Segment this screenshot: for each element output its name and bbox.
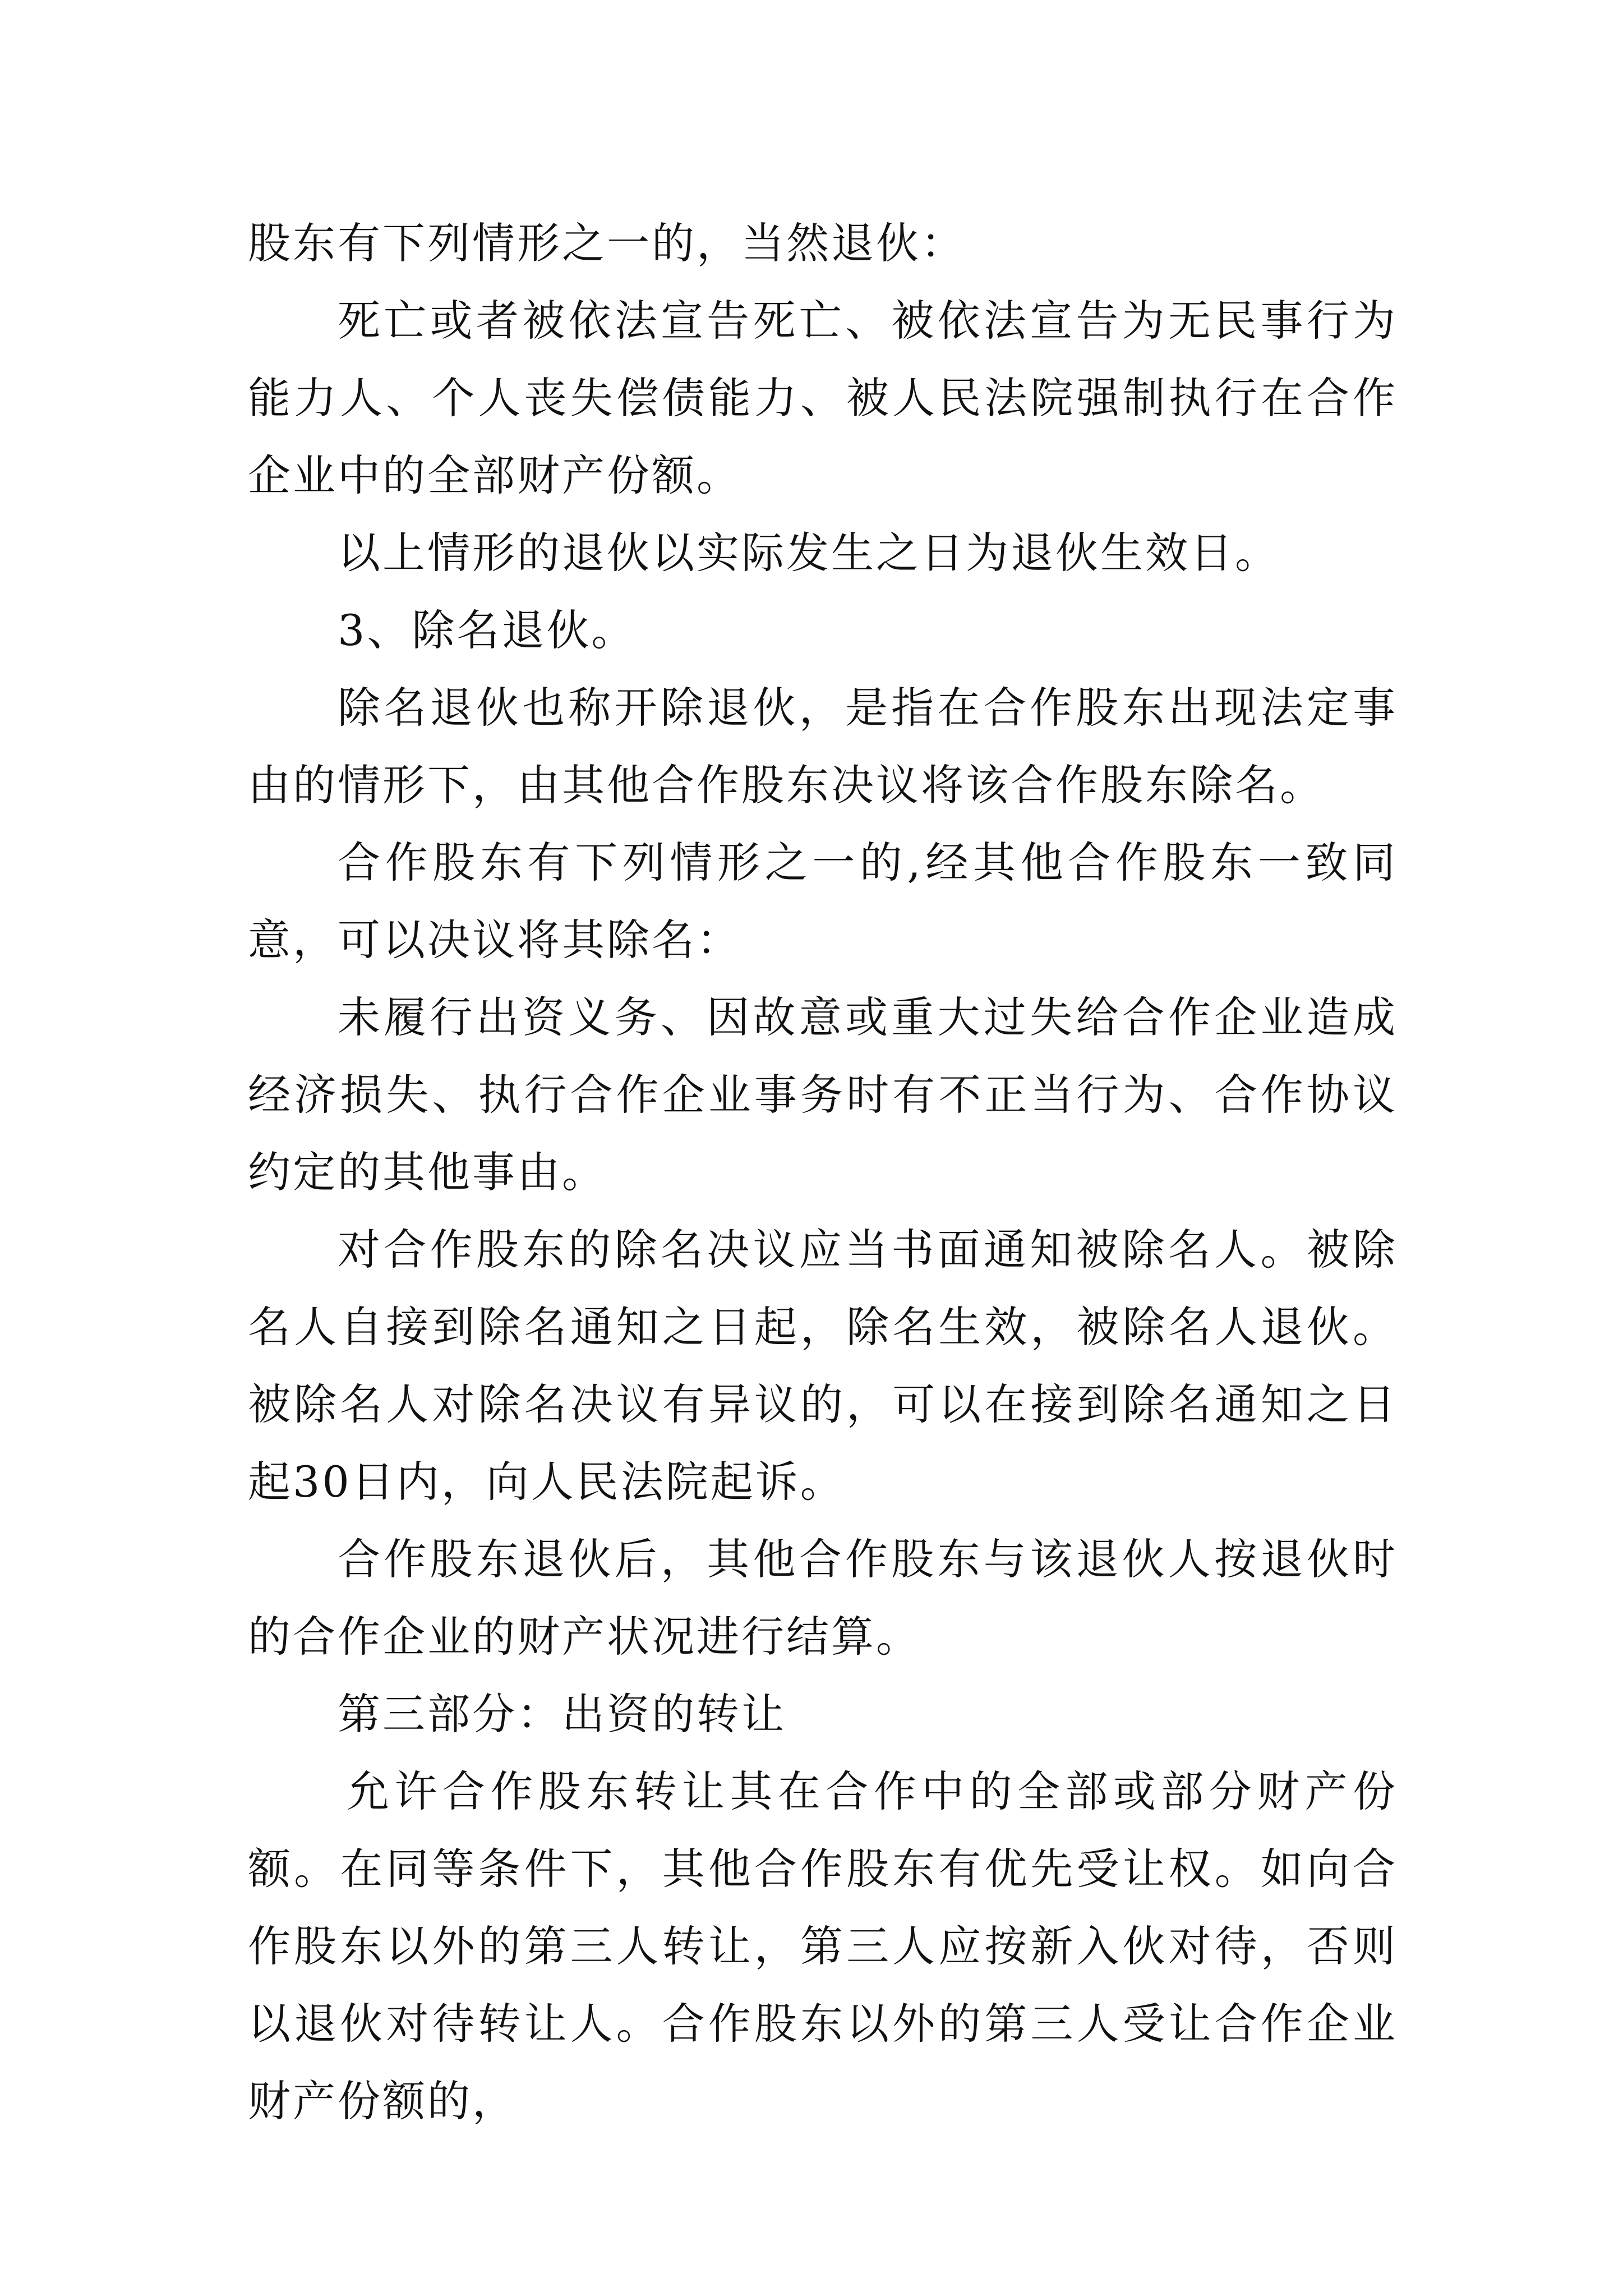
paragraph-capital-transfer: 允许合作股东转让其在合作中的全部或部分财产份额。在同等条件下，其他合作股东有优先受让权。如向合作股东以外的第三人转让，第三人应按新入伙对待，否则以退伙对待转让人。合作股东以外的第三人受让合作企业财产份额的， bbox=[248, 1766, 1398, 2126]
paragraph-shareholder-withdrawal: 股东有下列情形之一的，当然退伙： bbox=[248, 218, 966, 268]
paragraph-expulsion-resolution: 合作股东有下列情形之一的,经其他合作股东一致同意，可以决议将其除名： bbox=[248, 838, 1398, 965]
paragraph-expulsion-definition: 除名退伙也称开除退伙，是指在合作股东出现法定事由的情形下，由其他合作股东决议将该合作股东除名。 bbox=[248, 683, 1398, 810]
paragraph-expulsion-reasons: 未履行出资义务、因故意或重大过失给合作企业造成经济损失、执行合作企业事务时有不正当行为、合作协议约定的其他事由。 bbox=[248, 992, 1398, 1197]
paragraph-withdrawal-conditions: 死亡或者被依法宣告死亡、被依法宣告为无民事行为能力人、个人丧失偿债能力、被人民法院强制执行在合作企业中的全部财产份额。 bbox=[248, 296, 1398, 500]
paragraph-expulsion-notice: 对合作股东的除名决议应当书面通知被除名人。被除名人自接到除名通知之日起，除名生效，被除名人退伙。被除名人对除名决议有异议的，可以在接到除名通知之日起30日内，向人民法院起诉。 bbox=[248, 1225, 1398, 1507]
section-heading-capital-transfer: 第三部分：出资的转让 bbox=[338, 1689, 786, 1739]
section-heading-expulsion: 3、除名退伙。 bbox=[338, 605, 637, 655]
paragraph-effective-date: 以上情形的退伙以实际发生之日为退伙生效日。 bbox=[338, 528, 1280, 578]
document-body bbox=[248, 205, 1398, 2140]
paragraph-settlement: 合作股东退伙后，其他合作股东与该退伙人按退伙时的合作企业的财产状况进行结算。 bbox=[248, 1534, 1398, 1662]
